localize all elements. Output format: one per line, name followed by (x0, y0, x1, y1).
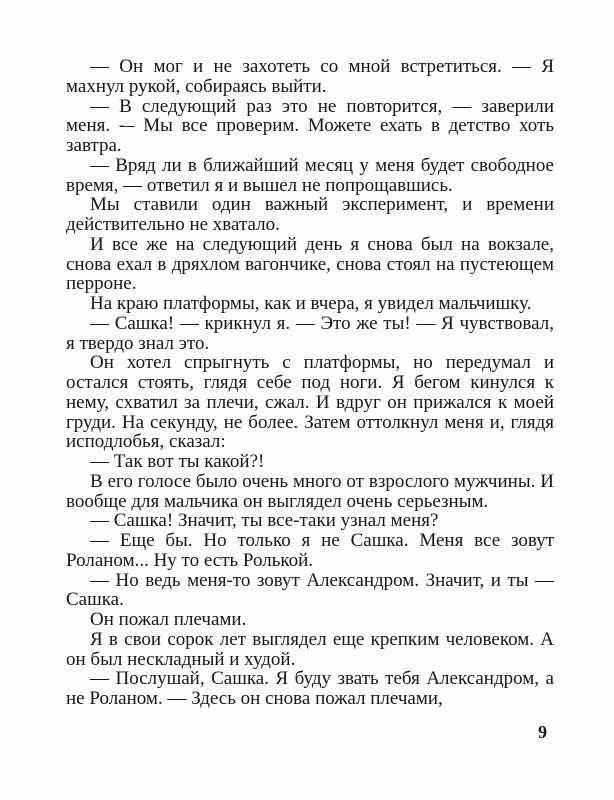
paragraph: — Вряд ли в ближайший месяц у меня будет свободное время, — ответил я и вышел не попрощавшись. (66, 154, 554, 196)
paragraph: На краю платформы, как и вчера, я увидел мальчишку. (90, 293, 532, 314)
paragraph: — Послушай, Сашка. Я буду звать тебя Александром, а не Роланом. — Здесь он снова пожал плечами, (66, 668, 554, 709)
page-number: 9 (538, 722, 547, 742)
paragraph: — В следующий раз это не повторится, — заверили меня. -– Мы все проверим. Можете ехать в детство хоть завтра. (66, 95, 554, 156)
paragraph: Я в свои сорок лет выглядел еще крепким человеком. А он был нескладный и худой. (66, 628, 554, 670)
paragraph: — Он мог и не захотеть со мной встретиться. — Я махнул рукой, собираясь выйти. (66, 56, 554, 97)
paragraph: Он пожал плечами. (90, 609, 247, 630)
page-body-text (66, 57, 554, 709)
paragraph: — Так вот ты какой?! (90, 451, 265, 472)
paragraph: В его голосе было очень много от взрослого мужчины. И вообще для мальчика он выглядел очень серьезным. (66, 470, 554, 512)
paragraph: — Сашка! Значит, ты все-таки узнал меня? (90, 510, 439, 532)
paragraph: Он хотел спрыгнуть с платформы, но передумал и остался стоять, глядя себе под ноги. Я бегом кинулся к нему, схватил за плечи, сжал. И вдруг он прижался к моей груди. На секунду, не более. Затем оттолкнул меня и, глядя исподлобья, сказал: (66, 352, 554, 453)
paragraph: — Сашка! — крикнул я. — Это же ты! — Я чувствовал, я твердо знал это. (66, 312, 554, 354)
paragraph: — Еще бы. Но только я не Сашка. Меня все зовут Роланом... Ну то есть Ролькой. (66, 530, 554, 571)
paragraph: И все же на следующий день я снова был на вокзале, снова ехал в дряхлом вагончике, снова стоял на пустеющем перроне. (66, 233, 554, 295)
paragraph: — Но ведь меня-то зовут Александром. Значит, и ты — Сашка. (66, 569, 554, 611)
paragraph: Мы ставили один важный эксперимент, и времени действительно не хватало. (66, 194, 554, 235)
